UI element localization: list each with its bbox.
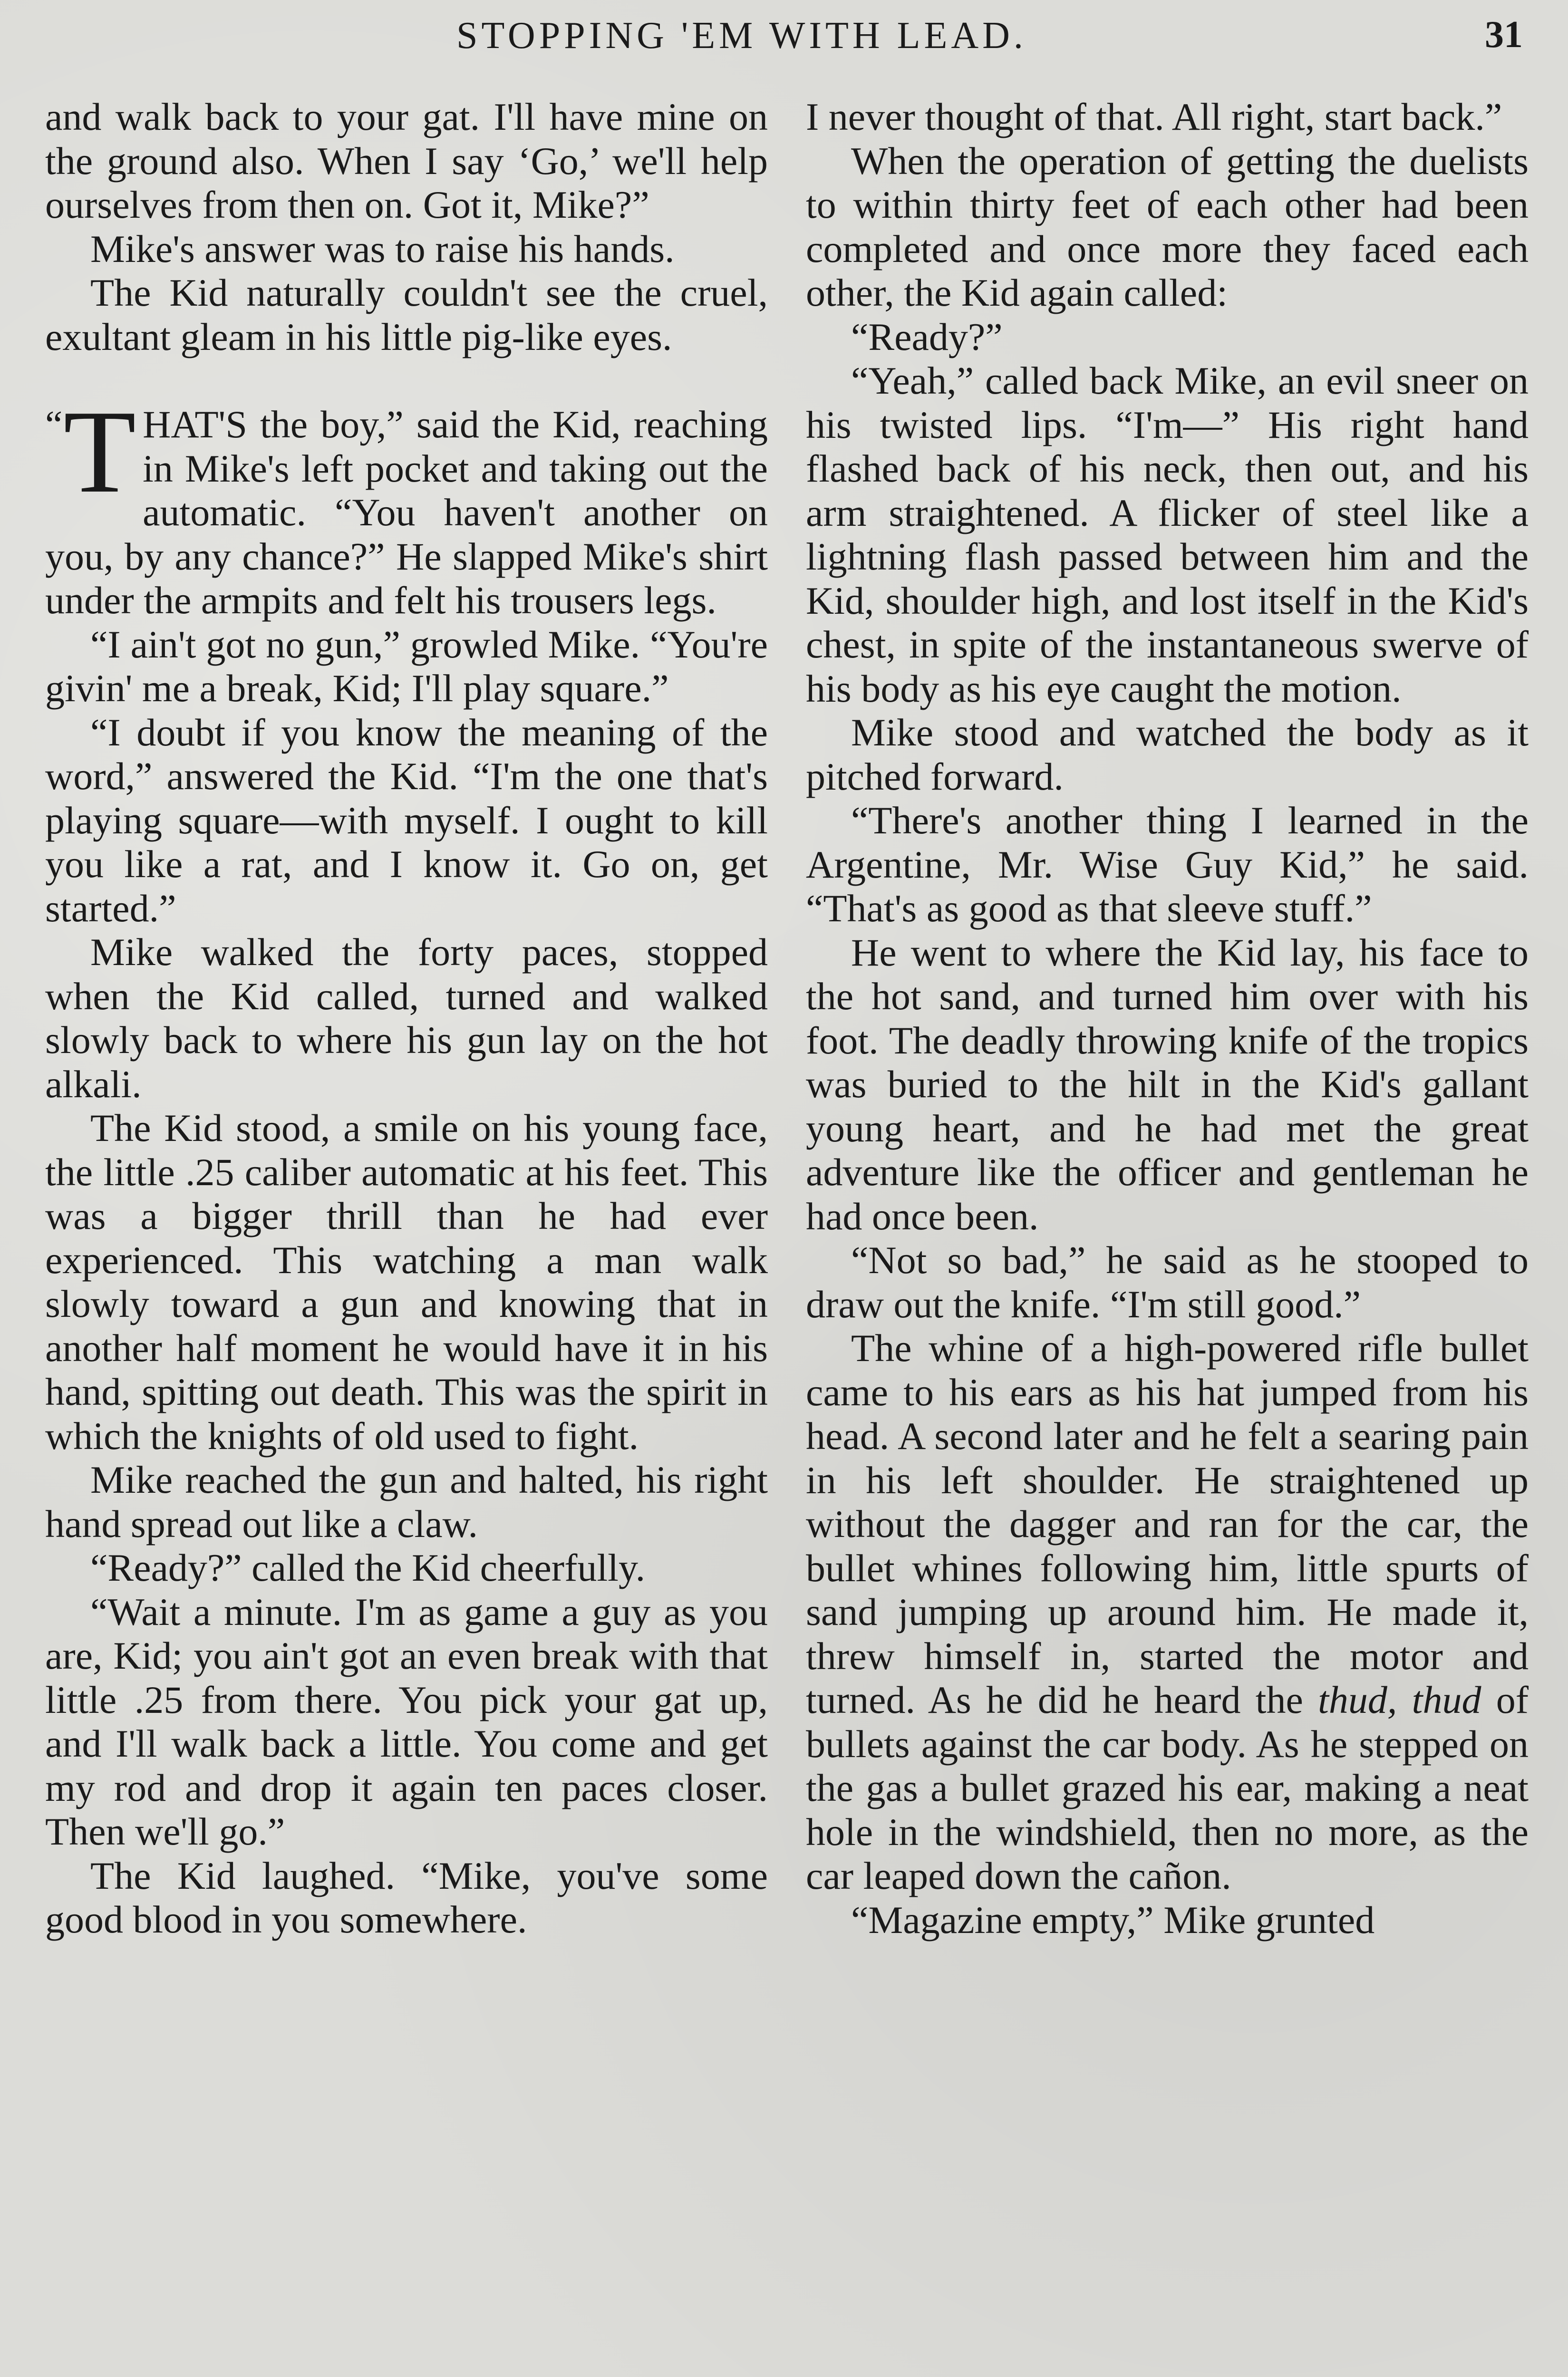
paragraph: “Ready?” called the Kid cheerfully. — [90, 1546, 646, 1589]
paragraph: When the operation of getting the duelists to within thirty feet of each other had been completed and once more they faced each other, the Kid again called: — [806, 139, 1529, 314]
paragraph-text: of bullets against the car body. As he stepped on the gas a bullet grazed his ear, making a neat hole in the windshield, then no more, as the car leaped down the cañon. — [806, 1678, 1529, 1897]
right-column — [806, 95, 1529, 2377]
opening-quote-mark: “ — [45, 403, 63, 446]
paragraph: and walk back to your gat. I'll have mine on the ground also. When I say ‘Go,’ we'll help ourselves from then on. Got it, Mike?” — [45, 95, 768, 226]
paragraph-text: HAT'S the boy,” said the Kid, reaching in Mike's left pocket and taking out the automatic. “You haven't another on you, by any chance?” He slapped Mike's shirt under the armpits and felt his trousers legs. — [45, 403, 768, 622]
paragraph: “Magazine empty,” Mike grunted — [851, 1898, 1375, 1942]
paragraph: “Wait a minute. I'm as game a guy as you are, Kid; you ain't got an even break with that little .25 from there. You pick your gat up, and I'll walk back a little. You come and get my rod and drop it again ten paces closer. Then we'll go.” — [45, 1590, 768, 1853]
paragraph: The Kid naturally couldn't see the cruel, exultant gleam in his little pig-like eyes. — [45, 271, 768, 358]
paragraph: “Not so bad,” he said as he stooped to draw out the knife. “I'm still good.” — [806, 1238, 1529, 1326]
paragraph: Mike reached the gun and halted, his right hand spread out like a claw. — [45, 1458, 768, 1546]
paragraph: The Kid laughed. “Mike, you've some good blood in you somewhere. — [45, 1854, 768, 1941]
page-number: 31 — [1485, 14, 1523, 56]
paragraph: “I ain't got no gun,” growled Mike. “You're givin' me a break, Kid; I'll play square.” — [45, 622, 768, 710]
paragraph: “I doubt if you know the meaning of the word,” answered the Kid. “I'm the one that's playing square—with myself. I ought to kill you like a rat, and I know it. Go on, get started.” — [45, 710, 768, 930]
paragraph: Mike's answer was to raise his hands. — [90, 227, 675, 271]
section-opening-paragraph — [45, 386, 768, 623]
paragraph — [806, 1326, 1529, 1898]
left-column — [45, 95, 768, 2377]
paragraph: “There's another thing I learned in the Argentine, Mr. Wise Guy Kid,” he said. “That's as good as that sleeve stuff.” — [806, 799, 1529, 930]
paragraph: Mike walked the forty paces, stopped when the Kid called, turned and walked slowly back to where his gun lay on the hot alkali. — [45, 930, 768, 1106]
paragraph: He went to where the Kid lay, his face to the hot sand, and turned him over with his foot. The deadly throwing knife of the tropics was buried to the hilt in the Kid's gallant young heart, and he had met the great adventure like the officer and gentleman he had once been. — [806, 930, 1529, 1238]
paragraph: The Kid stood, a smile on his young face, the little .25 caliber automatic at his feet. This was a bigger thrill than he had ever experienced. This watching a man walk slowly toward a gun and knowing that in another half moment he would have it in his hand, spitting out death. This was the spirit in which the knights of old used to fight. — [45, 1106, 768, 1458]
italic-text: thud, thud — [1318, 1678, 1481, 1721]
running-title: STOPPING 'EM WITH LEAD. — [456, 15, 1027, 57]
paragraph: “Yeah,” called back Mike, an evil sneer on his twisted lips. “I'm—” His right hand flashed back of his neck, then out, and his arm straightened. A flicker of steel like a lightning flash passed between him and the Kid, shoulder high, and lost itself in the Kid's chest, in spite of the instantaneous swerve of his body as his eye caught the motion. — [806, 359, 1529, 710]
drop-cap: T — [63, 386, 136, 518]
paragraph: Mike stood and watched the body as it pitched forward. — [806, 711, 1529, 798]
running-head — [0, 10, 1568, 62]
paragraph-text: The whine of a high-powered rifle bullet came to his ears as his hat jumped from his head. A second later and he felt a searing pain in his left shoulder. He straightened up without the dagger and ran for the car, the bullet whines following him, little spurts of sand jumping up around him. He made it, threw himself in, started the motor and turned. As he did he heard the — [806, 1326, 1529, 1721]
paragraph: I never thought of that. All right, start back.” — [806, 95, 1502, 138]
paragraph: “Ready?” — [851, 315, 1003, 358]
